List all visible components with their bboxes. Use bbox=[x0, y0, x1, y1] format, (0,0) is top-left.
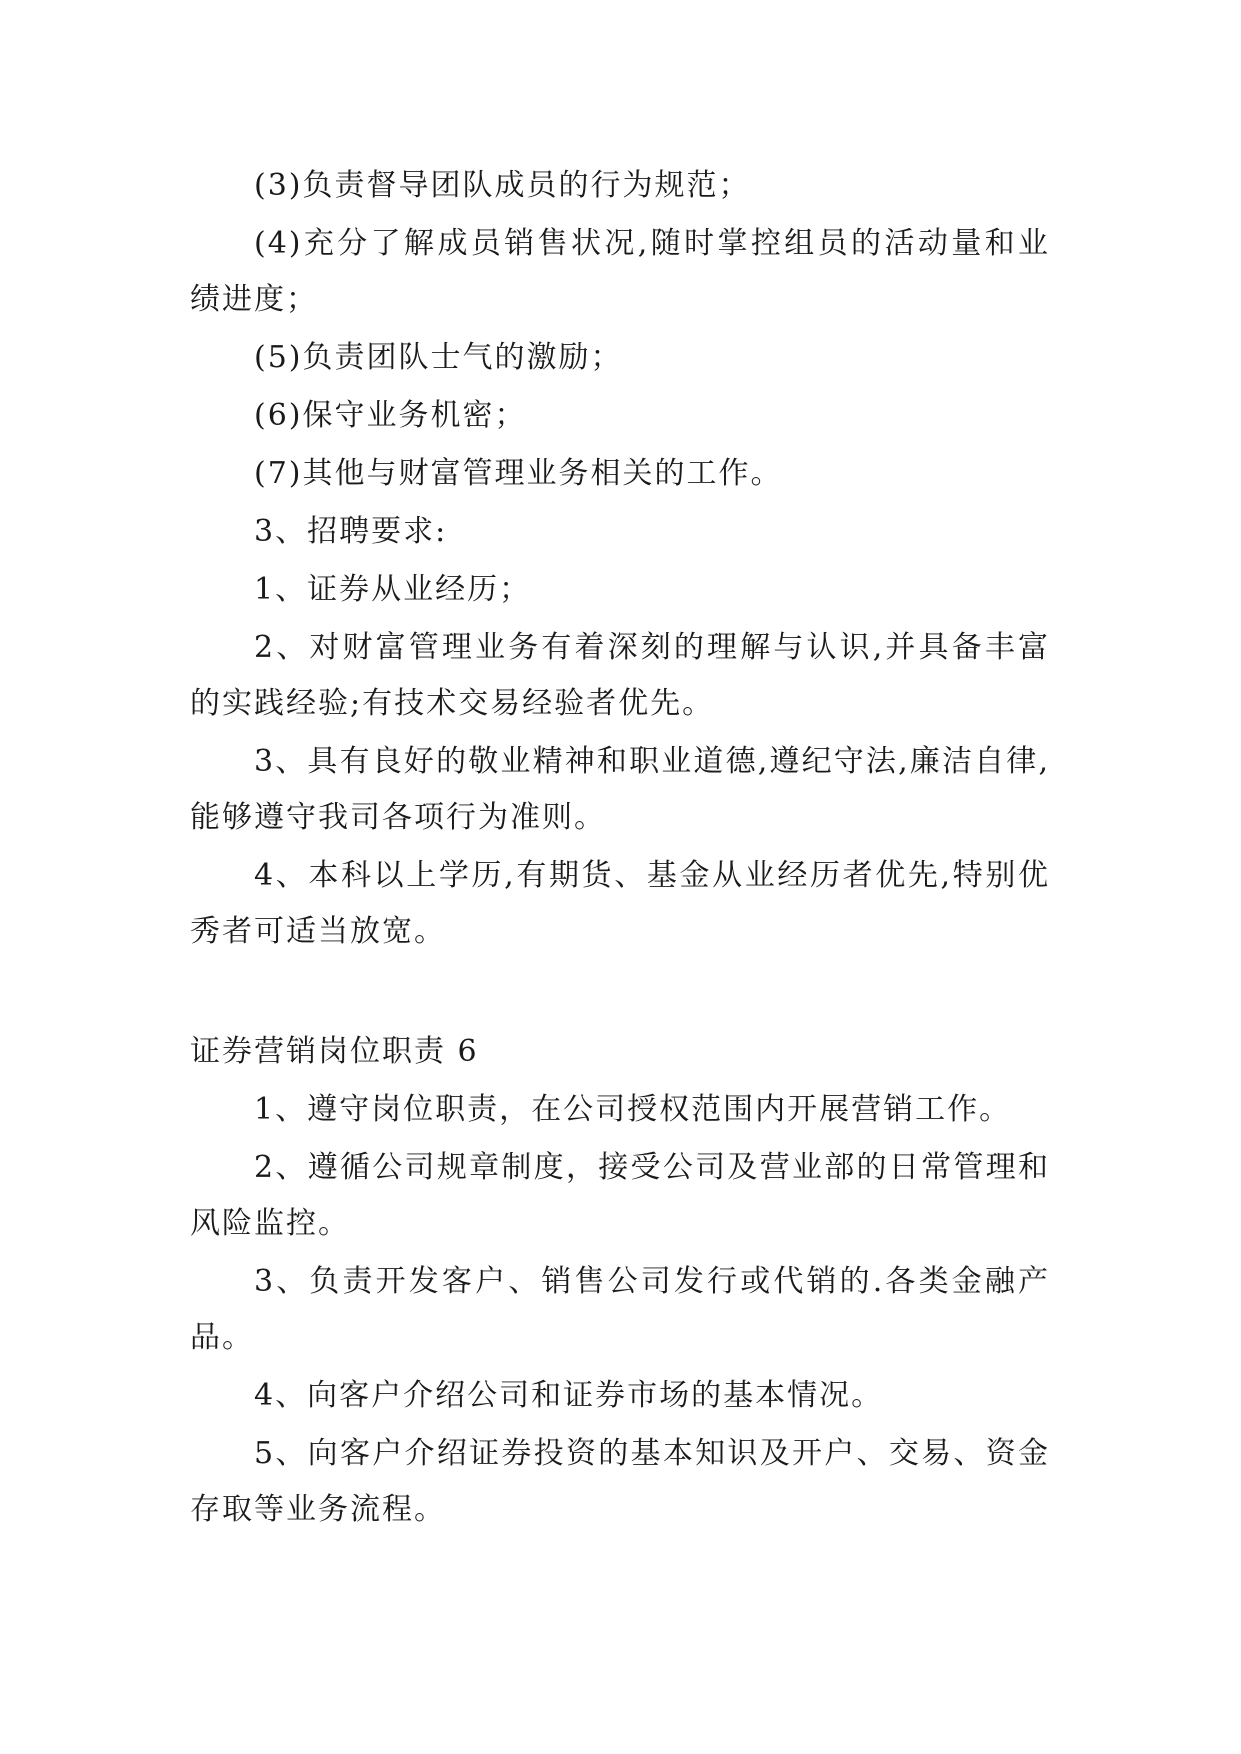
paragraph: (3)负责督导团队成员的行为规范； bbox=[254, 168, 751, 203]
paragraph: 5、向客户介绍证券投资的基本知识及开户、交易、资金存取等业务流程。 bbox=[190, 1436, 1050, 1527]
paragraph: 4、向客户介绍公司和证券市场的基本情况。 bbox=[254, 1378, 884, 1413]
paragraph: (6)保守业务机密； bbox=[254, 398, 527, 433]
paragraph: (4)充分了解成员销售状况,随时掌控组员的活动量和业绩进度； bbox=[190, 226, 1050, 317]
paragraph: 1、遵守岗位职责，在公司授权范围内开展营销工作。 bbox=[254, 1092, 1012, 1127]
paragraph: 2、遵循公司规章制度，接受公司及营业部的日常管理和风险监控。 bbox=[190, 1150, 1050, 1241]
section-title: 证券营销岗位职责 6 bbox=[190, 1034, 479, 1069]
paragraph: 1、证券从业经历； bbox=[254, 572, 532, 607]
document-body bbox=[190, 158, 1050, 1540]
paragraph: (7)其他与财富管理业务相关的工作。 bbox=[254, 456, 783, 491]
paragraph: 3、具有良好的敬业精神和职业道德,遵纪守法,廉洁自律,能够遵守我司各项行为准则。 bbox=[190, 744, 1050, 835]
paragraph: 3、负责开发客户、销售公司发行或代销的.各类金融产品。 bbox=[190, 1264, 1050, 1355]
paragraph: 3、招聘要求: bbox=[254, 514, 448, 549]
paragraph: 4、本科以上学历,有期货、基金从业经历者优先,特别优秀者可适当放宽。 bbox=[190, 858, 1050, 949]
paragraph: (5)负责团队士气的激励； bbox=[254, 340, 623, 375]
paragraph: 2、对财富管理业务有着深刻的理解与认识,并具备丰富的实践经验;有技术交易经验者优先。 bbox=[190, 630, 1050, 721]
section-gap bbox=[190, 962, 1050, 1024]
